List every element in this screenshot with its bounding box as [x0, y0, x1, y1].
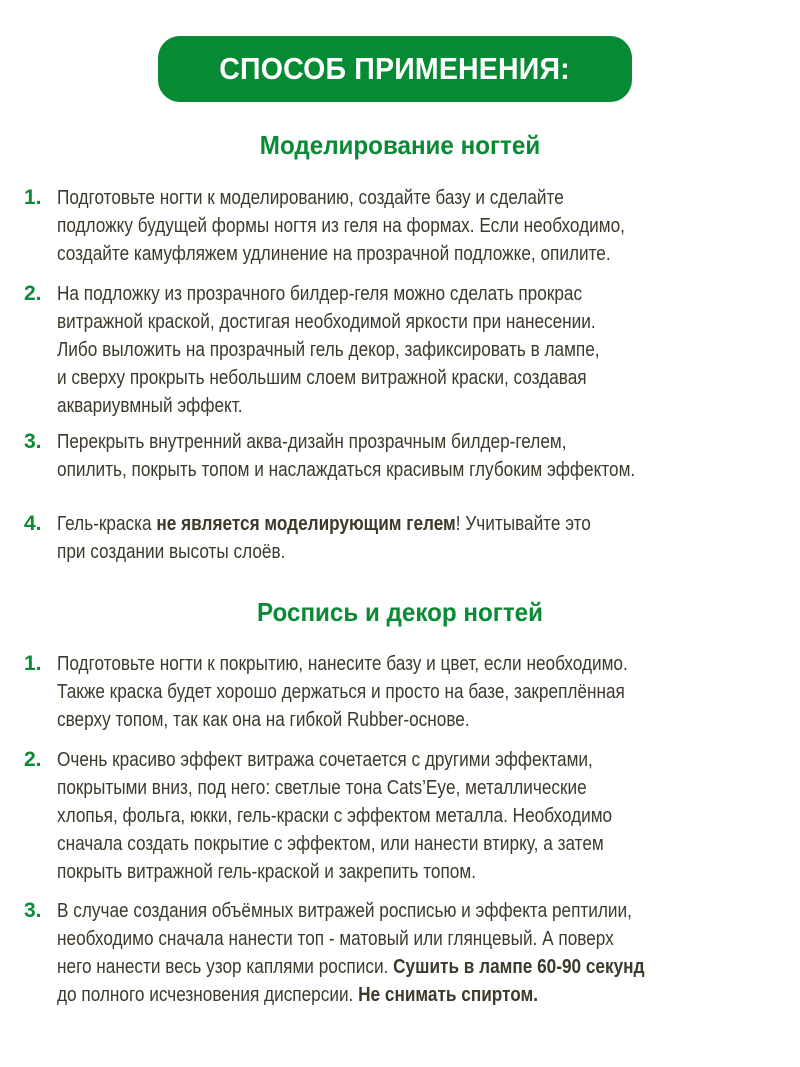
- step-text-line: На подложку из прозрачного билдер-геля можно сделать прокрас: [57, 283, 583, 305]
- step-text: до полного исчезновения дисперсии.: [57, 984, 359, 1006]
- step-text-bold: не является моделирующим гелем: [156, 513, 456, 535]
- step-text-line: и сверху прокрыть небольшим слоем витражной краски, создавая: [57, 367, 587, 389]
- step-number: 3.: [24, 430, 42, 453]
- step-text-line: витражной краской, достигая необходимой яркости при нанесении.: [57, 311, 596, 333]
- step-text-line: создайте камуфляжем удлинение на прозрачной подложке, опилите.: [57, 243, 611, 265]
- step-number: 2.: [24, 748, 42, 771]
- step-text-line: необходимо сначала нанести топ - матовый или глянцевый. А поверх: [57, 928, 614, 950]
- step-text-line: Подготовьте ногти к моделированию, создайте базу и сделайте: [57, 187, 564, 209]
- step-text-line: хлопья, фольга, юкки, гель-краски с эффектом металла. Необходимо: [57, 805, 613, 827]
- step-text-line: подложку будущей формы ногтя из геля на формах. Если необходимо,: [57, 215, 625, 237]
- step-text-bold: Сушить в лампе 60-90 секунд: [393, 956, 645, 978]
- step-text: Гель-краска: [57, 513, 157, 535]
- step-text: него нанести весь узор каплями росписи.: [57, 956, 394, 978]
- step-text-line: Подготовьте ногти к покрытию, нанесите базу и цвет, если необходимо.: [57, 653, 628, 675]
- step-text-line: [57, 953, 644, 981]
- step-text-line: сверху топом, так как она на гибкой Rubber-основе.: [57, 709, 470, 731]
- step-text-line: Перекрыть внутренний аква-дизайн прозрачным билдер-гелем,: [57, 431, 567, 453]
- method-banner: [158, 36, 632, 102]
- step-text-line: покрытыми вниз, под него: светлые тона Cats’Eye, металлические: [57, 777, 587, 799]
- step-number: 1.: [24, 186, 42, 209]
- section-title-painting: Роспись и декор ногтей: [257, 597, 543, 627]
- step-text: ! Учитывайте это: [455, 513, 591, 535]
- step-number: 1.: [24, 652, 42, 675]
- step-text-bold: Не снимать спиртом.: [358, 984, 539, 1006]
- step-number: 2.: [24, 282, 42, 305]
- step-number: 3.: [24, 899, 42, 922]
- step-text-line: Либо выложить на прозрачный гель декор, зафиксировать в лампе,: [57, 339, 600, 361]
- step-text-line: В случае создания объёмных витражей росписью и эффекта рептилии,: [57, 900, 632, 922]
- step-text-line: Также краска будет хорошо держаться и просто на базе, закреплённая: [57, 681, 625, 703]
- step-text-line: [57, 981, 644, 1009]
- step-text-line: сначала создать покрытие с эффектом, или нанести втирку, а затем: [57, 833, 604, 855]
- step-text-line: [57, 510, 591, 538]
- banner-title: СПОСОБ ПРИМЕНЕНИЯ:: [219, 51, 571, 86]
- step-number: 4.: [24, 512, 42, 535]
- step-text-line: аквариувмный эффект.: [57, 395, 243, 417]
- step-text-line: Очень красиво эффект витража сочетается с другими эффектами,: [57, 749, 593, 771]
- step-text-line: опилить, покрыть топом и наслаждаться красивым глубоким эффектом.: [57, 459, 636, 481]
- section-title-modeling: Моделирование ногтей: [259, 130, 541, 160]
- step-text-line: при создании высоты слоёв.: [57, 541, 286, 563]
- step-text-line: покрыть витражной гель-краской и закрепить топом.: [57, 861, 476, 883]
